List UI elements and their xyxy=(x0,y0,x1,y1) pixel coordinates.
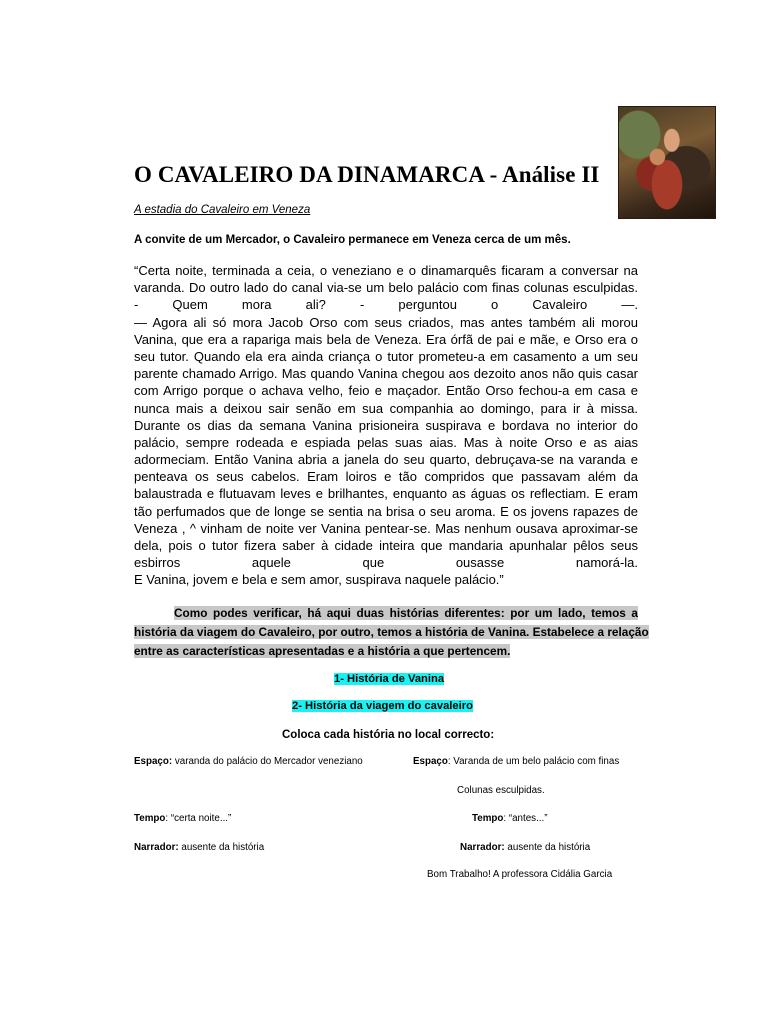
right-narrador: Narrador: ausente da história xyxy=(460,842,591,853)
passage-line: varanda. Do outro lado do canal via-se um belo palácio com finas colunas esculpidas. xyxy=(134,280,638,296)
passage-line: nunca mais a deixou sair senão em sua companhia ao domingo, para ir à missa. xyxy=(134,400,638,416)
passage-line: E Vanina, jovem e bela e sem amor, suspirava naquele palácio.” xyxy=(134,572,504,588)
passage-line: palácio, sempre rodeada e espiada pelas suas aias. Mas à noite Orso e as aias xyxy=(134,434,638,450)
passage-line: Durante os dias da semana Vanina prisioneira suspirava e bordava no interior do xyxy=(134,417,638,433)
teacher-signature: Bom Trabalho! A professora Cidália Garcia xyxy=(427,869,613,880)
passage-line: parente chamado Arrigo. Mas quando Vanina chegou aos dezoito anos não quis casar xyxy=(134,366,638,382)
passage-line: - Quem mora ali? - perguntou o Cavaleiro —. xyxy=(134,297,638,313)
option-historia-cavaleiro: 2- História da viagem do cavaleiro xyxy=(292,700,473,712)
intro-sentence: A convite de um Mercador, o Cavaleiro permanece em Veneza cerca de um mês. xyxy=(134,234,571,246)
passage-line: adormeciam. Então Vanina abria a janela do seu quarto, debruçava-se na varanda e xyxy=(134,452,638,468)
instruction-text: Coloca cada história no local correcto: xyxy=(282,729,495,741)
passage-line: tão perfumados que de longe se sentia na brisa o seu aroma. E os jovens rapazes de xyxy=(134,503,638,519)
passage-line: com Arrigo porque o achava velho, feio e maçador. Então Orso fechou-a em casa e xyxy=(134,383,638,399)
left-tempo: Tempo: “certa noite...” xyxy=(134,813,232,824)
question-line: história da viagem do Cavaleiro, por outro, temos a história de Vanina. Estabelece a relação xyxy=(134,625,649,639)
passage-line: — Agora ali só mora Jacob Orso com seus criados, mas antes também ali morou xyxy=(134,314,638,330)
passage-line: Veneza , ^ vinham de noite ver Vanina pentear-se. Mas nenhum ousava aproximar-se xyxy=(134,520,638,536)
document-title: O CAVALEIRO DA DINAMARCA - Análise II xyxy=(134,162,600,187)
passage-line: dela, pois o tutor fizera saber à cidade inteira que mandaria apunhalar pêlos seus xyxy=(134,538,638,553)
option-historia-vanina: 1- História de Vanina xyxy=(334,673,445,685)
passage-line: seu tutor. Quando ela era ainda criança o tutor prometeu-a em casamento a um seu xyxy=(134,348,638,364)
passage-line: “Certa noite, terminada a ceia, o veneziano e o dinamarquês ficaram a conversar na xyxy=(134,263,638,278)
passage-line: esbirros aquele que ousasse namorá-la. xyxy=(134,555,638,571)
left-narrador: Narrador: ausente da história xyxy=(134,842,265,853)
passage-line: penteava os seus cabelos. Eram loiros e tão compridos que passavam além da xyxy=(134,469,638,485)
right-tempo: Tempo: “antes...” xyxy=(472,813,548,824)
right-espaco-continued: Colunas esculpidas. xyxy=(457,785,545,796)
painting-image xyxy=(618,106,716,219)
left-espaco: Espaço: varanda do palácio do Mercador veneziano xyxy=(134,756,363,767)
section-subtitle: A estadia do Cavaleiro em Veneza xyxy=(134,204,311,216)
question-line: Como podes verificar, há aqui duas histórias diferentes: por um lado, temos a xyxy=(174,606,638,620)
passage-line: balaustrada e flutuavam leves e brilhantes, enquanto as águas os reflectiam. E eram xyxy=(134,486,638,502)
right-espaco: Espaço: Varanda de um belo palácio com finas xyxy=(413,756,620,767)
question-block xyxy=(134,604,649,661)
question-line: entre as características apresentadas e a história a que pertencem. xyxy=(134,644,511,658)
story-passage xyxy=(134,262,638,589)
passage-line: Vanina, que era a rapariga mais bela de Veneza. Era órfã de pai e mãe, e Orso era o xyxy=(134,331,638,347)
